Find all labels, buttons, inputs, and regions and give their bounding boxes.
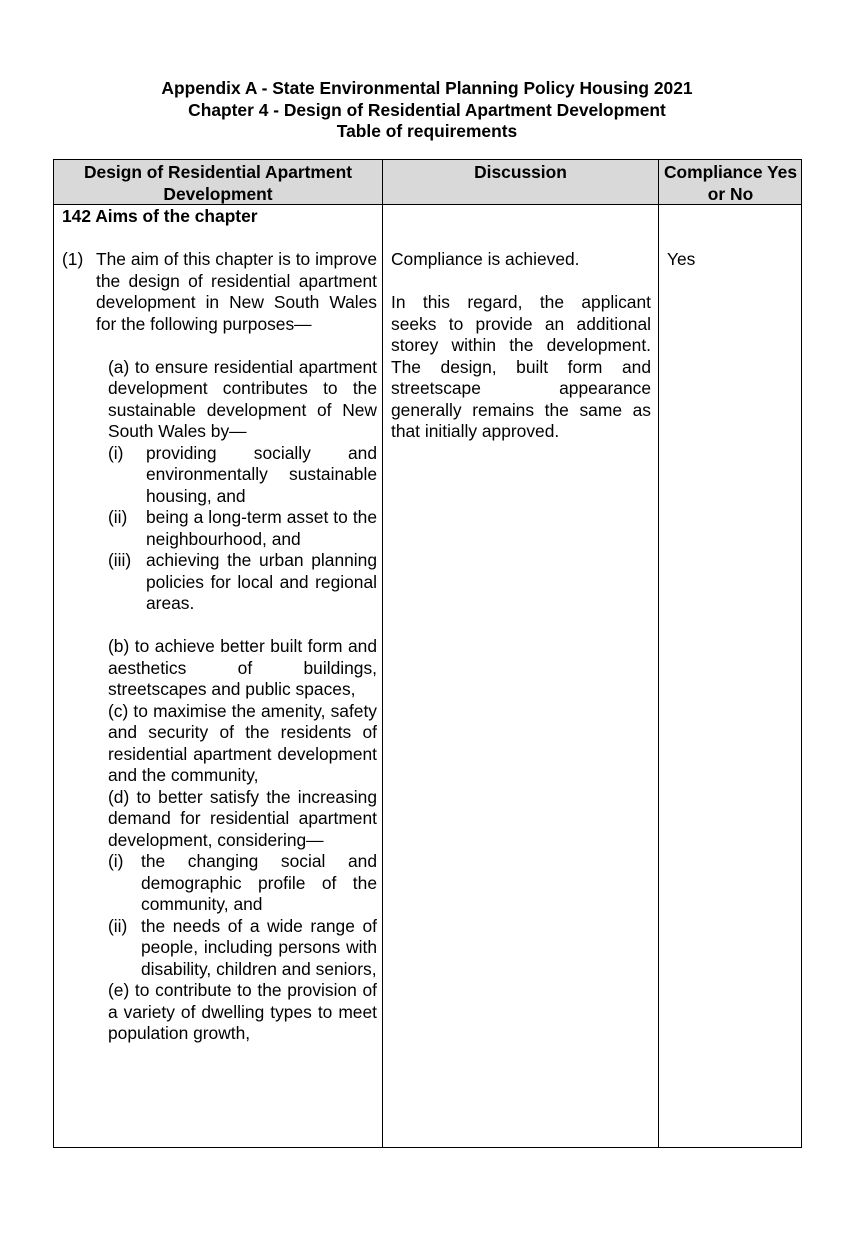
column-divider-2 xyxy=(658,160,659,1147)
clause-text: The aim of this chapter is to improve the design of residential apartment development in New South Wales for the following purposes— xyxy=(96,249,377,334)
requirement-cell xyxy=(62,206,377,1045)
sub-clause-c: (c) to maximise the amenity, safety and security of the residents of residential apartment development and the community, xyxy=(108,700,377,785)
clause-number: (1) xyxy=(62,249,84,269)
column-header-discussion: Discussion xyxy=(474,162,567,182)
list-item: (ii) the needs of a wide range of people, including persons with disability, children and seniors, xyxy=(108,915,377,979)
sub-clauses xyxy=(108,357,377,1045)
clause-1 xyxy=(62,249,377,335)
title-line-2: Chapter 4 - Design of Residential Apartment Development xyxy=(188,99,666,120)
column-header-compliance: Compliance Yes or No xyxy=(663,162,798,204)
list-item: (i) providing socially and environmentally sustainable housing, and xyxy=(108,442,377,506)
discussion-paragraph-1: Compliance is achieved. xyxy=(391,249,580,269)
title-line-1: Appendix A - State Environmental Planning Policy Housing 2021 xyxy=(161,78,693,98)
sub-clause-d: (d) to better satisfy the increasing demand for residential apartment development, considering— xyxy=(108,786,377,850)
document-title xyxy=(0,78,854,143)
compliance-cell: Yes xyxy=(667,249,696,269)
list-item: (iii) achieving the urban planning policies for local and regional areas. xyxy=(108,550,377,613)
column-divider-1 xyxy=(382,160,383,1147)
sub-clause-a: (a) to ensure residential apartment development contributes to the sustainable development of New South Wales by— xyxy=(108,356,377,441)
section-heading: 142 Aims of the chapter xyxy=(62,206,258,226)
list-item: (i) the changing social and demographic profile of the community, and xyxy=(108,851,377,914)
column-header-requirement: Design of Residential Apartment Development xyxy=(84,162,352,204)
sub-clause-e: (e) to contribute to the provision of a variety of dwelling types to meet population growth, xyxy=(108,980,377,1043)
list-item: (ii) being a long-term asset to the neighbourhood, and xyxy=(108,507,377,549)
discussion-cell xyxy=(391,249,651,443)
title-line-3: Table of requirements xyxy=(336,121,518,141)
requirements-table xyxy=(53,159,802,1148)
discussion-paragraph-2: In this regard, the applicant seeks to provide an additional storey within the development. The design, built form and streetscape appearance generally remains the same as that initially approved. xyxy=(391,292,651,441)
sub-clause-b: (b) to achieve better built form and aesthetics of buildings, streetscapes and public spaces, xyxy=(108,636,377,699)
